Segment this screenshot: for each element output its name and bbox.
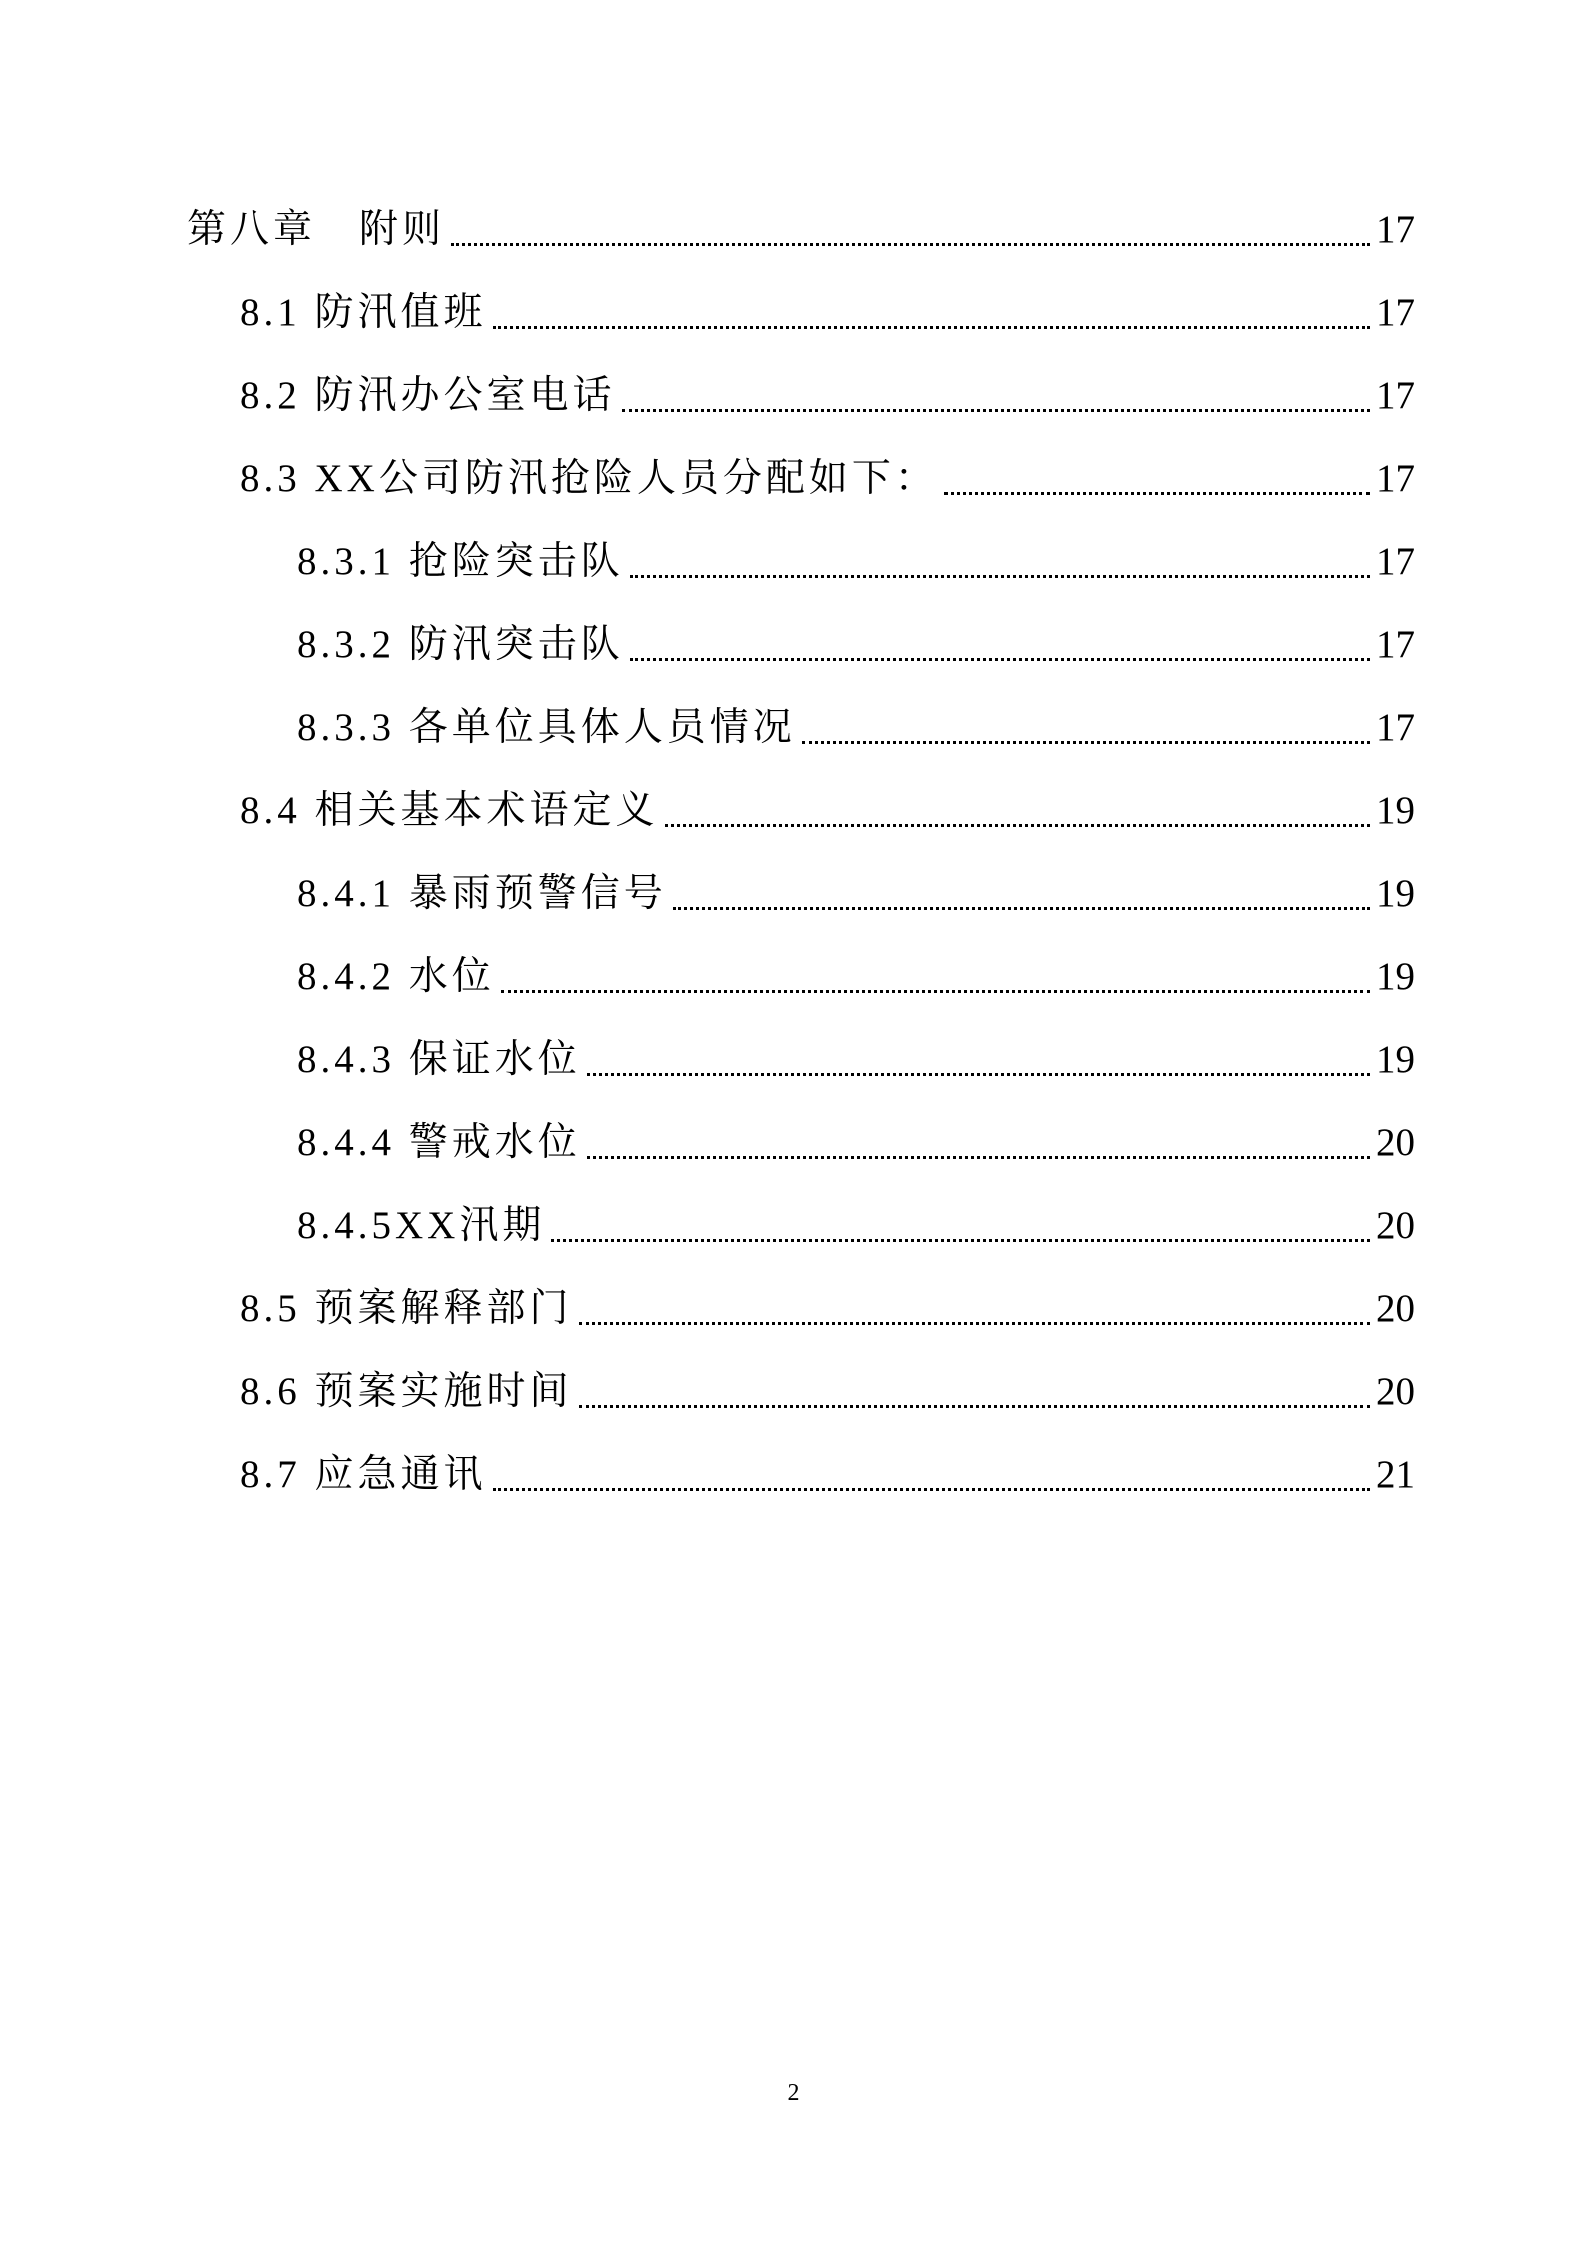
toc-entry-page: 17 [1376, 457, 1415, 500]
dot-leader [587, 1073, 1370, 1076]
dot-leader [501, 990, 1370, 993]
toc-entry-label: 8.4.1 暴雨预警信号 [297, 872, 667, 915]
toc-entry-label: 8.6 预案实施时间 [240, 1370, 573, 1413]
toc-entry-8-1[interactable] [240, 283, 1415, 343]
toc-entry-page: 20 [1376, 1204, 1415, 1247]
toc-entry-label: 8.2 防汛办公室电话 [240, 374, 616, 417]
toc-entry-page: 17 [1376, 291, 1415, 334]
toc-entry-page: 17 [1376, 706, 1415, 749]
toc-entry-label: 8.7 应急通讯 [240, 1453, 487, 1496]
toc-entry-8-5[interactable] [240, 1279, 1415, 1339]
toc-entry-8-4-1[interactable] [297, 864, 1415, 924]
toc-entry-label: 8.3.2 防汛突击队 [297, 623, 624, 666]
dot-leader [673, 907, 1370, 910]
toc-entry-label: 8.3.1 抢险突击队 [297, 540, 624, 583]
toc-entry-8-4-3[interactable] [297, 1030, 1415, 1090]
dot-leader [579, 1322, 1370, 1325]
toc-entry-label: 8.3 XX公司防汛抢险人员分配如下： [240, 457, 938, 500]
toc-entry-page: 20 [1376, 1370, 1415, 1413]
dot-leader [579, 1405, 1370, 1408]
toc-entry-8-4-5[interactable] [297, 1196, 1415, 1256]
toc-entry-chapter-8[interactable] [187, 200, 1415, 260]
toc-entry-page: 17 [1376, 540, 1415, 583]
dot-leader [551, 1239, 1370, 1242]
toc-entry-label: 8.4.5XX汛期 [297, 1204, 546, 1247]
toc-entry-page: 17 [1376, 623, 1415, 666]
toc-entry-8-3-2[interactable] [297, 615, 1415, 675]
dot-leader [493, 1488, 1370, 1491]
toc-entry-8-4-4[interactable] [297, 1113, 1415, 1173]
dot-leader [665, 824, 1370, 827]
toc-entry-page: 17 [1376, 374, 1415, 417]
toc-entry-page: 19 [1376, 1038, 1415, 1081]
dot-leader [622, 409, 1370, 412]
toc-entry-8-4[interactable] [240, 781, 1415, 841]
toc-entry-page: 17 [1376, 208, 1415, 251]
toc-entry-8-7[interactable] [240, 1445, 1415, 1505]
dot-leader [802, 741, 1370, 744]
toc-entry-label: 8.4.3 保证水位 [297, 1038, 581, 1081]
dot-leader [630, 575, 1370, 578]
toc-entry-label: 8.4.2 水位 [297, 955, 495, 998]
dot-leader [630, 658, 1370, 661]
toc-entry-page: 21 [1376, 1453, 1415, 1496]
toc-entry-label: 8.5 预案解释部门 [240, 1287, 573, 1330]
dot-leader [451, 243, 1370, 246]
toc-entry-8-3[interactable] [240, 449, 1415, 509]
toc-entry-page: 19 [1376, 872, 1415, 915]
dot-leader [493, 326, 1370, 329]
toc-entry-page: 20 [1376, 1287, 1415, 1330]
toc-entry-label: 8.4.4 警戒水位 [297, 1121, 581, 1164]
toc-entry-8-4-2[interactable] [297, 947, 1415, 1007]
toc-entry-label: 8.1 防汛值班 [240, 291, 487, 334]
toc-entry-8-3-3[interactable] [297, 698, 1415, 758]
toc-entry-label: 第八章 附则 [187, 208, 446, 251]
toc-entry-label: 8.4 相关基本术语定义 [240, 789, 659, 832]
toc-entry-page: 19 [1376, 955, 1415, 998]
toc-entry-8-6[interactable] [240, 1362, 1415, 1422]
page-number: 2 [787, 2080, 800, 2106]
toc-entry-8-3-1[interactable] [297, 532, 1415, 592]
dot-leader [944, 492, 1370, 495]
toc-entry-8-2[interactable] [240, 366, 1415, 426]
toc-entry-page: 20 [1376, 1121, 1415, 1164]
toc-entry-label: 8.3.3 各单位具体人员情况 [297, 706, 796, 749]
toc-entry-page: 19 [1376, 789, 1415, 832]
dot-leader [587, 1156, 1370, 1159]
